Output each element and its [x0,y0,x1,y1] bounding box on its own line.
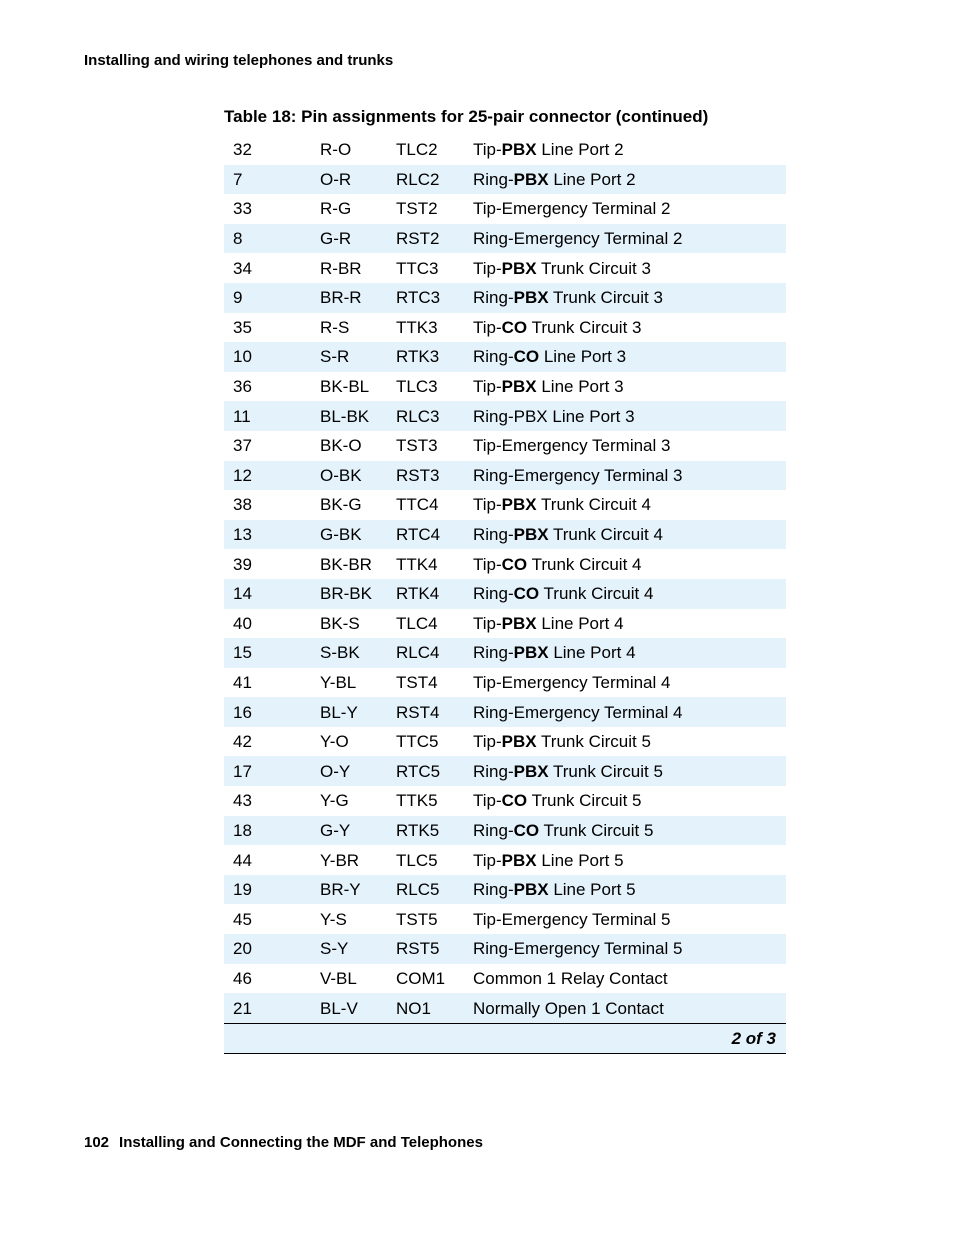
pin-number-cell: 39 [233,554,252,574]
table-row [224,904,786,934]
table-row [224,253,786,283]
function-description-cell [464,934,786,964]
lead-designation-cell: TST4 [396,672,438,692]
description-emphasis: PBX [513,643,549,663]
lead-designation-cell: RTK3 [387,342,464,372]
description-suffix: Trunk Circuit 3 [527,317,642,337]
lead-designation-cell: TLC2 [396,140,438,160]
wire-color-cell: G-R [311,224,387,254]
function-description-cell [464,372,786,402]
wire-color-cell: Y-O [320,732,349,752]
footer-title: Installing and Connecting the MDF and Telephones [119,1134,483,1151]
lead-designation-cell: RLC3 [387,401,464,431]
table-row [224,194,786,224]
lead-designation-cell: TST5 [396,909,438,929]
description-text: Ring-Emergency Terminal 2 [473,229,683,249]
function-description-cell [464,786,786,816]
function-description-cell [464,490,786,520]
description-suffix: Trunk Circuit 4 [536,495,651,515]
table-row [224,845,786,875]
pin-number-cell: 46 [233,968,252,988]
wire-color-cell: BR-BK [311,579,387,609]
description-text: Ring-Emergency Terminal 3 [473,465,683,485]
description-suffix: Trunk Circuit 5 [527,791,642,811]
pin-number-cell: 11 [224,401,311,431]
description-text: Ring- [473,820,514,840]
pin-number-cell: 42 [233,732,252,752]
description-suffix: Line Port 2 [536,140,624,160]
wire-color-cell: G-Y [311,816,387,846]
lead-designation-cell: RLC2 [387,165,464,195]
description-emphasis: PBX [513,169,549,189]
wire-color-cell: BR-R [311,283,387,313]
table-continuation-row [224,1023,786,1053]
table-row [224,313,786,343]
description-suffix: Line Port 2 [548,169,636,189]
pin-number-cell: 14 [224,579,311,609]
function-description-cell [464,727,786,757]
description-emphasis: PBX [513,880,549,900]
lead-designation-cell: TLC3 [396,377,438,397]
description-suffix: Trunk Circuit 4 [527,554,642,574]
function-description-cell [464,697,786,727]
wire-color-cell: BL-V [311,993,387,1023]
pin-number-cell: 19 [224,875,311,905]
page-number: 102 [84,1134,110,1151]
description-emphasis: CO [501,554,528,574]
description-emphasis: PBX [501,258,537,278]
wire-color-cell: G-BK [311,520,387,550]
lead-designation-cell: TTC4 [396,495,439,515]
lead-designation-cell: RST3 [387,461,464,491]
pin-table-body [224,135,786,1023]
function-description-cell [464,756,786,786]
wire-color-cell: R-BR [320,258,362,278]
lead-designation-cell: TST3 [396,436,438,456]
function-description-cell [464,520,786,550]
description-suffix: Line Port 4 [536,613,624,633]
pin-number-cell: 13 [224,520,311,550]
wire-color-cell: S-BK [311,638,387,668]
description-emphasis: PBX [513,525,549,545]
function-description-cell [464,549,786,579]
function-description-cell [464,579,786,609]
pin-number-cell: 21 [224,993,311,1023]
table-row [224,520,786,550]
table-row [224,283,786,313]
function-description-cell [464,253,786,283]
wire-color-cell: BR-Y [311,875,387,905]
lead-designation-cell: RST4 [387,697,464,727]
lead-designation-cell: RST5 [387,934,464,964]
function-description-cell [464,224,786,254]
description-text: Common 1 Relay Contact [473,968,668,988]
function-description-cell [464,342,786,372]
function-description-cell [464,875,786,905]
description-emphasis: PBX [501,140,537,160]
description-text: Tip- [473,140,502,160]
pin-number-cell: 35 [233,317,252,337]
function-description-cell [464,668,786,698]
lead-designation-cell: RST2 [387,224,464,254]
description-suffix: Line Port 3 [539,347,627,367]
function-description-cell [464,165,786,195]
description-text: Ring- [473,288,514,308]
table-caption: Table 18: Pin assignments for 25-pair connector (continued) [224,107,709,126]
description-emphasis: CO [513,584,540,604]
description-text: Ring-Emergency Terminal 5 [473,939,683,959]
table-row [224,609,786,639]
description-emphasis: PBX [513,288,549,308]
function-description-cell [464,845,786,875]
wire-color-cell: BK-BL [320,377,370,397]
lead-designation-cell: TLC4 [396,613,438,633]
description-emphasis: CO [513,347,540,367]
wire-color-cell: BK-BR [320,554,372,574]
lead-designation-cell: RLC4 [387,638,464,668]
lead-designation-cell: TTK3 [396,317,438,337]
lead-designation-cell: NO1 [387,993,464,1023]
pin-number-cell: 36 [233,377,252,397]
pin-number-cell: 10 [224,342,311,372]
wire-color-cell: O-Y [311,756,387,786]
description-text: Ring- [473,525,514,545]
description-text: Tip- [473,317,502,337]
lead-designation-cell: RTC5 [387,756,464,786]
wire-color-cell: BL-BK [311,401,387,431]
lead-designation-cell: RTK4 [387,579,464,609]
pin-number-cell: 44 [233,850,252,870]
pin-number-cell: 9 [224,283,311,313]
description-emphasis: PBX [501,377,537,397]
description-emphasis: CO [501,791,528,811]
table-row [224,224,786,254]
table-row [224,697,786,727]
table-row [224,756,786,786]
pin-number-cell: 41 [233,672,252,692]
table-page-indicator: 2 of 3 [224,1023,786,1053]
table-row [224,579,786,609]
table-row [224,727,786,757]
table-row [224,786,786,816]
description-suffix: Trunk Circuit 5 [548,761,663,781]
description-text: Ring- [473,347,514,367]
lead-designation-cell: RLC5 [387,875,464,905]
description-text: Ring- [473,584,514,604]
function-description-cell [464,194,786,224]
description-text: Tip- [473,258,502,278]
pin-number-cell: 20 [224,934,311,964]
table-row [224,135,786,165]
description-text: Tip- [473,732,502,752]
table-row [224,372,786,402]
description-text: Tip-Emergency Terminal 3 [473,436,671,456]
description-text: Ring-Emergency Terminal 4 [473,702,683,722]
table-row [224,461,786,491]
description-suffix: Trunk Circuit 3 [536,258,651,278]
pin-number-cell: 40 [233,613,252,633]
function-description-cell [464,638,786,668]
wire-color-cell: S-R [311,342,387,372]
description-emphasis: CO [513,820,540,840]
pin-number-cell: 45 [233,909,252,929]
wire-color-cell: Y-BR [320,850,360,870]
wire-color-cell: BK-O [320,436,362,456]
lead-designation-cell: RTC4 [387,520,464,550]
function-description-cell [464,135,786,165]
description-suffix: Line Port 3 [536,377,624,397]
description-suffix: Trunk Circuit 5 [536,732,651,752]
pin-number-cell: 18 [224,816,311,846]
table-row [224,993,786,1023]
wire-color-cell: R-G [320,199,352,219]
description-text: Tip- [473,495,502,515]
table-row [224,964,786,994]
description-emphasis: PBX [501,495,537,515]
description-suffix: Line Port 4 [548,643,636,663]
lead-designation-cell: TTC5 [396,732,439,752]
pin-assignment-table [224,135,786,1054]
function-description-cell [464,904,786,934]
pin-number-cell: 33 [233,199,252,219]
table-row [224,549,786,579]
table-row [224,490,786,520]
description-suffix: Line Port 5 [536,850,624,870]
description-text: Tip- [473,554,502,574]
lead-designation-cell: TTK5 [396,791,438,811]
page-footer [84,1134,483,1151]
description-text: Tip- [473,850,502,870]
pin-number-cell: 17 [224,756,311,786]
function-description-cell [464,993,786,1023]
function-description-cell [464,283,786,313]
table-row [224,342,786,372]
wire-color-cell: BL-Y [311,697,387,727]
lead-designation-cell: RTC3 [387,283,464,313]
table-row [224,638,786,668]
pin-number-cell: 15 [224,638,311,668]
wire-color-cell: BK-S [320,613,360,633]
pin-number-cell: 12 [224,461,311,491]
description-emphasis: PBX [513,761,549,781]
description-text: Tip- [473,791,502,811]
table-row [224,816,786,846]
table-row [224,431,786,461]
description-emphasis: CO [501,317,528,337]
description-text: Normally Open 1 Contact [473,998,664,1018]
pin-number-cell: 38 [233,495,252,515]
wire-color-cell: V-BL [320,968,357,988]
description-text: Tip- [473,613,502,633]
table-row [224,875,786,905]
lead-designation-cell: COM1 [396,968,446,988]
pin-number-cell: 43 [233,791,252,811]
table-row [224,934,786,964]
wire-color-cell: BK-G [320,495,362,515]
pin-number-cell: 16 [224,697,311,727]
wire-color-cell: Y-G [320,791,349,811]
description-text: Ring- [473,643,514,663]
table-row [224,401,786,431]
function-description-cell [464,609,786,639]
pin-number-cell: 37 [233,436,252,456]
description-suffix: Line Port 5 [548,880,636,900]
lead-designation-cell: TST2 [396,199,438,219]
description-suffix: Trunk Circuit 5 [539,820,654,840]
lead-designation-cell: TTC3 [396,258,439,278]
description-text: Ring- [473,880,514,900]
description-text: Tip-Emergency Terminal 2 [473,199,671,219]
lead-designation-cell: TTK4 [396,554,438,574]
wire-color-cell: R-S [320,317,350,337]
description-emphasis: PBX [501,850,537,870]
description-text: Ring- [473,761,514,781]
description-text: Ring- [473,169,514,189]
description-suffix: Trunk Circuit 4 [539,584,654,604]
lead-designation-cell: TLC5 [396,850,438,870]
wire-color-cell: R-O [320,140,352,160]
description-text: Tip-Emergency Terminal 5 [473,909,671,929]
description-emphasis: PBX [501,613,537,633]
function-description-cell [464,313,786,343]
function-description-cell [464,401,786,431]
function-description-cell [464,964,786,994]
description-suffix: Trunk Circuit 3 [548,288,663,308]
wire-color-cell: Y-BL [320,672,357,692]
pin-number-cell: 34 [233,258,252,278]
description-emphasis: PBX [501,732,537,752]
wire-color-cell: S-Y [311,934,387,964]
description-text: Ring-PBX Line Port 3 [473,406,635,426]
wire-color-cell: O-R [311,165,387,195]
function-description-cell [464,461,786,491]
pin-number-cell: 32 [233,140,252,160]
description-text: Tip- [473,377,502,397]
pin-number-cell: 7 [224,165,311,195]
function-description-cell [464,431,786,461]
wire-color-cell: O-BK [311,461,387,491]
wire-color-cell: Y-S [320,909,347,929]
table-row [224,165,786,195]
lead-designation-cell: RTK5 [387,816,464,846]
running-header: Installing and wiring telephones and trunks [84,52,394,69]
table-row [224,668,786,698]
function-description-cell [464,816,786,846]
description-text: Tip-Emergency Terminal 4 [473,672,671,692]
pin-number-cell: 8 [224,224,311,254]
description-suffix: Trunk Circuit 4 [548,525,663,545]
